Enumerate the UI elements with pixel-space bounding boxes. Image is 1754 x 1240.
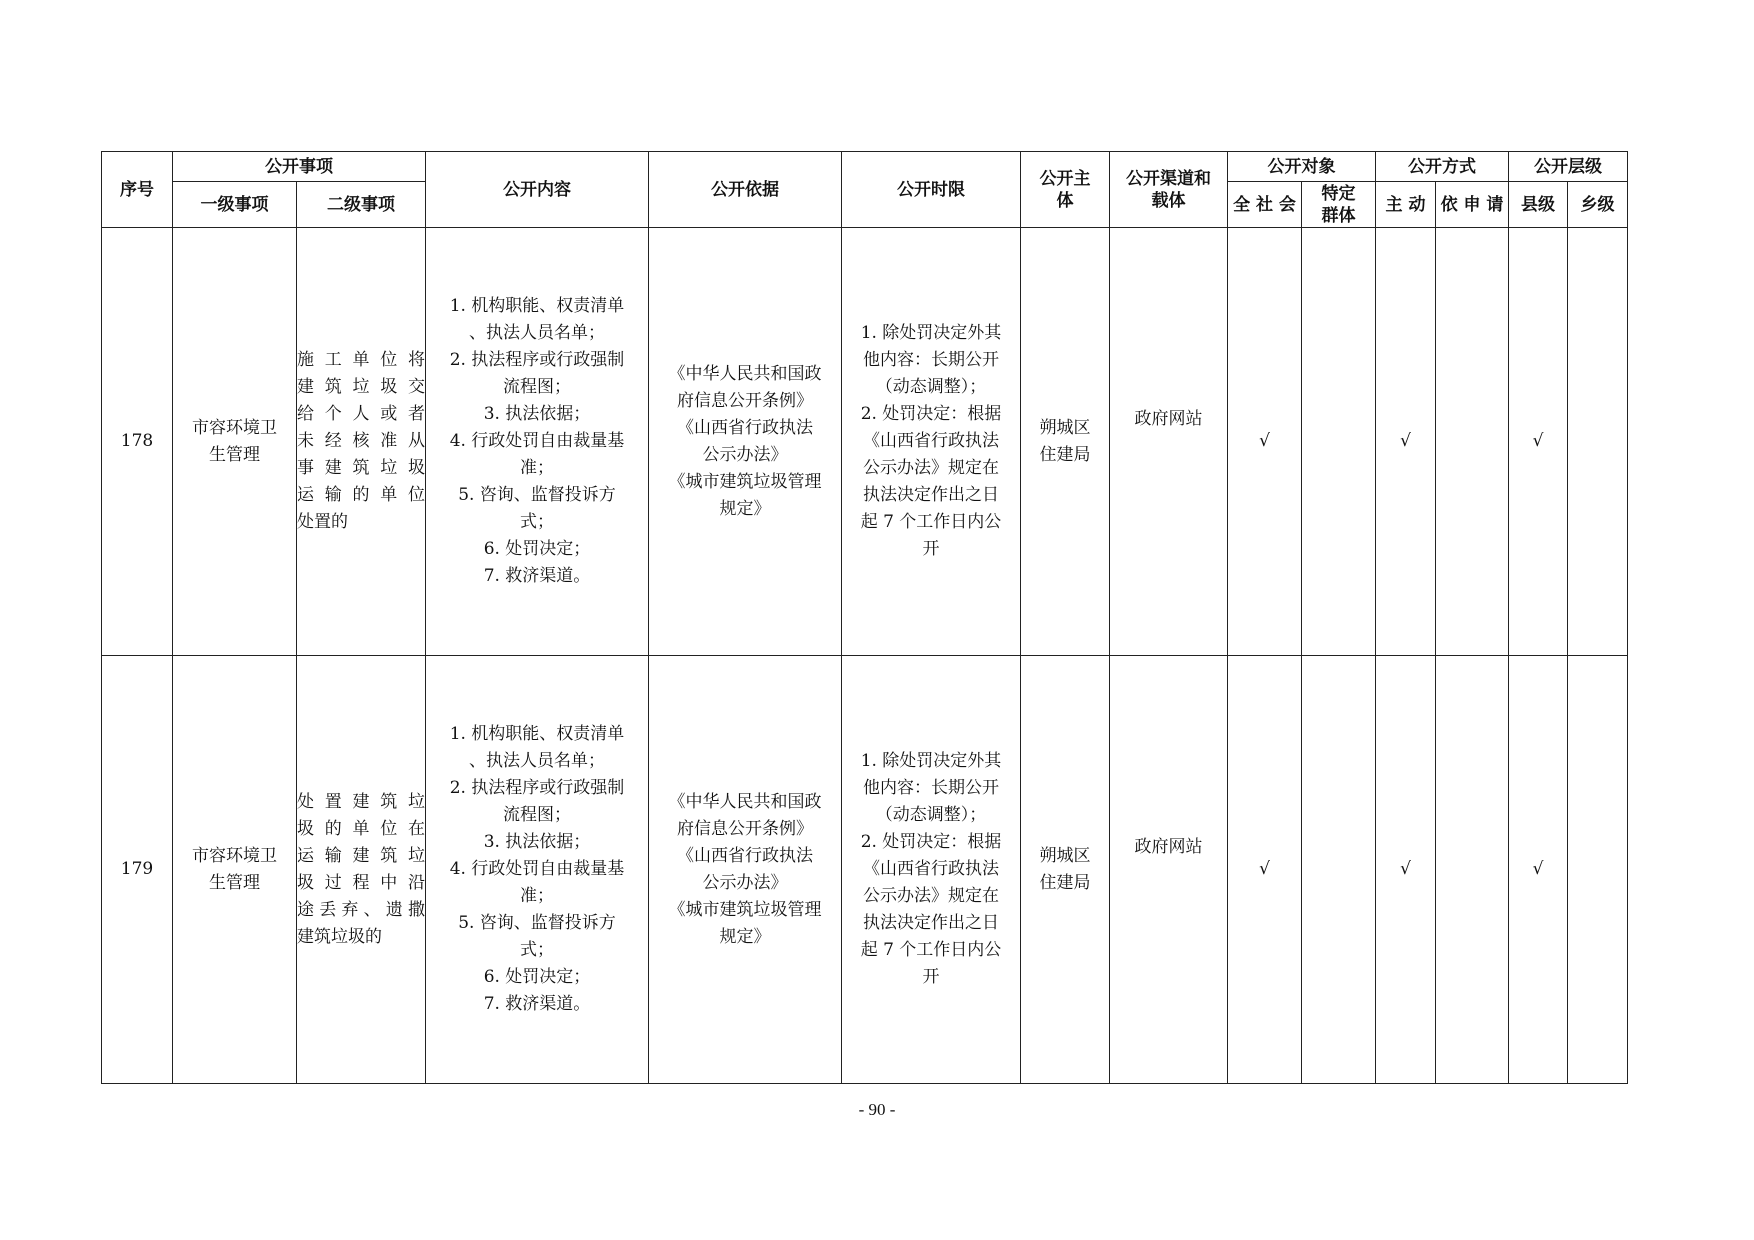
cell-line: 3. 执法依据； xyxy=(483,404,591,424)
header-time-limit: 公开时限 xyxy=(842,152,1021,228)
cell-line: 5. 咨询、监督投诉方 xyxy=(458,913,616,933)
header-level-county: 县级 xyxy=(1509,182,1568,228)
cell-level2 xyxy=(297,228,426,656)
cell-seq: 178 xyxy=(102,228,173,656)
cell-line: 2. 处罚决定：根据 xyxy=(860,832,1002,852)
cell-subject xyxy=(1021,228,1110,656)
cell-line: 公示办法》规定在 xyxy=(863,886,999,906)
header-channel xyxy=(1110,152,1228,228)
header-level1: 一级事项 xyxy=(173,182,297,228)
cell-line: 规定》 xyxy=(719,926,771,947)
cell-line: （动态调整）； xyxy=(875,377,987,397)
cell-line: 市容环境卫 xyxy=(192,417,277,438)
cell-line: 公示办法》规定在 xyxy=(863,458,999,478)
cell-line: 圾的单位在 xyxy=(297,818,425,839)
cell-line: 2. 执法程序或行政强制 xyxy=(449,778,625,798)
cell-line: 朔城区 xyxy=(1039,845,1091,866)
cell-line: 准； xyxy=(520,458,554,478)
cell-line: 1. 除处罚决定外其 xyxy=(860,751,1002,771)
cell-line: 处置建筑垃 xyxy=(297,791,425,812)
header-target-all: 全 社 会 xyxy=(1228,182,1302,228)
cell-line: 《城市建筑垃圾管理 xyxy=(668,899,822,920)
header-subject-line: 公开主 xyxy=(1039,168,1091,189)
cell-subject xyxy=(1021,656,1110,1084)
header-seq: 序号 xyxy=(102,152,173,228)
cell-line: 《山西省行政执法 xyxy=(863,859,999,879)
cell-basis xyxy=(649,228,842,656)
cell-basis xyxy=(649,656,842,1084)
cell-line: 府信息公开条例》 xyxy=(677,390,813,411)
cell-line: 起 7 个工作日内公 xyxy=(860,512,1002,532)
header-channel-line: 载体 xyxy=(1151,190,1186,211)
cell-line: （动态调整）； xyxy=(875,805,987,825)
cell-line: 3. 执法依据； xyxy=(483,832,591,852)
check-method-request xyxy=(1436,656,1509,1084)
cell-level1 xyxy=(173,656,297,1084)
cell-line: 未经核准从 xyxy=(297,431,425,451)
cell-line: 1. 机构职能、权责清单 xyxy=(449,296,625,316)
cell-line: 住建局 xyxy=(1039,444,1091,465)
cell-line: 5. 咨询、监督投诉方 xyxy=(458,485,616,505)
header-level: 公开层级 xyxy=(1509,152,1628,182)
cell-line: 式； xyxy=(520,512,554,532)
cell-line: 流程图； xyxy=(503,805,571,825)
check-level-township xyxy=(1568,656,1628,1084)
cell-level1 xyxy=(173,228,297,656)
cell-line: 、执法人员名单； xyxy=(469,323,605,343)
cell-time-limit xyxy=(842,228,1021,656)
cell-line: 朔城区 xyxy=(1039,417,1091,438)
cell-line: 2. 处罚决定：根据 xyxy=(860,404,1002,424)
check-method-active: √ xyxy=(1376,656,1436,1084)
cell-line: 生管理 xyxy=(209,872,260,893)
cell-line: 《山西省行政执法 xyxy=(863,431,999,451)
header-channel-line: 公开渠道和 xyxy=(1126,168,1211,189)
cell-line: 市容环境卫 xyxy=(192,845,277,866)
cell-line: 给个人或者 xyxy=(297,404,425,424)
disclosure-table xyxy=(101,151,1628,1084)
check-level-county: √ xyxy=(1509,228,1568,656)
cell-line: 、执法人员名单； xyxy=(469,751,605,771)
check-method-active: √ xyxy=(1376,228,1436,656)
cell-line: 《城市建筑垃圾管理 xyxy=(668,471,822,492)
cell-line: 4. 行政处罚自由裁量基 xyxy=(449,859,625,879)
cell-line: 执法决定作出之日 xyxy=(863,485,999,505)
cell-line: 式； xyxy=(520,940,554,960)
cell-channel: 政府网站 xyxy=(1110,656,1228,1084)
cell-line: 1. 除处罚决定外其 xyxy=(860,323,1002,343)
cell-line: 7. 救济渠道。 xyxy=(483,566,591,586)
cell-line: 公示办法》 xyxy=(702,444,788,465)
cell-content xyxy=(426,656,649,1084)
cell-line: 生管理 xyxy=(209,444,260,465)
cell-level2 xyxy=(297,656,426,1084)
check-target-all: √ xyxy=(1228,228,1302,656)
cell-line: 6. 处罚决定； xyxy=(483,967,591,987)
header-basis: 公开依据 xyxy=(649,152,842,228)
cell-channel: 政府网站 xyxy=(1110,228,1228,656)
header-target: 公开对象 xyxy=(1228,152,1376,182)
page-number: - 90 - xyxy=(858,1100,896,1119)
cell-line: 7. 救济渠道。 xyxy=(483,994,591,1014)
check-method-request xyxy=(1436,228,1509,656)
table-row xyxy=(102,228,1628,656)
cell-line: 他内容：长期公开 xyxy=(863,778,999,798)
check-target-all: √ xyxy=(1228,656,1302,1084)
cell-line: 1. 机构职能、权责清单 xyxy=(449,724,625,744)
cell-line: 他内容：长期公开 xyxy=(863,350,999,370)
cell-line: 《中华人民共和国政 xyxy=(668,363,822,384)
cell-line: 施工单位将 xyxy=(297,350,425,370)
cell-line: 准； xyxy=(520,886,554,906)
header-matter: 公开事项 xyxy=(173,152,426,182)
check-level-county: √ xyxy=(1509,656,1568,1084)
header-target-specific xyxy=(1302,182,1376,228)
header-target-specific-line: 特定 xyxy=(1321,183,1356,204)
cell-line: 建筑垃圾交 xyxy=(297,377,425,397)
cell-line: 开 xyxy=(922,539,940,559)
cell-line: 4. 行政处罚自由裁量基 xyxy=(449,431,625,451)
header-subject-line: 体 xyxy=(1056,190,1074,211)
check-target-specific xyxy=(1302,656,1376,1084)
cell-line: 府信息公开条例》 xyxy=(677,818,813,839)
cell-line: 《山西省行政执法 xyxy=(677,845,813,866)
header-method-request: 依 申 请 xyxy=(1436,182,1509,228)
cell-line: 建筑垃圾的 xyxy=(297,926,382,947)
cell-line: 事建筑垃圾 xyxy=(297,458,425,478)
cell-line: 规定》 xyxy=(719,498,771,519)
header-level2: 二级事项 xyxy=(297,182,426,228)
cell-line: 公示办法》 xyxy=(702,872,788,893)
header-method: 公开方式 xyxy=(1376,152,1509,182)
cell-line: 圾过程中沿 xyxy=(297,872,425,893)
cell-line: 运输的单位 xyxy=(297,485,425,505)
header-subject xyxy=(1021,152,1110,228)
table-row xyxy=(102,656,1628,1084)
header-row-top xyxy=(102,152,1628,182)
check-level-township xyxy=(1568,228,1628,656)
cell-line: 处置的 xyxy=(297,512,348,532)
cell-content xyxy=(426,228,649,656)
cell-line: 《中华人民共和国政 xyxy=(668,791,822,812)
cell-time-limit xyxy=(842,656,1021,1084)
cell-line: 流程图； xyxy=(503,377,571,397)
cell-line: 途丢弃、遗撒 xyxy=(297,899,425,920)
cell-line: 运输建筑垃 xyxy=(297,845,425,866)
cell-seq: 179 xyxy=(102,656,173,1084)
cell-line: 6. 处罚决定； xyxy=(483,539,591,559)
header-content: 公开内容 xyxy=(426,152,649,228)
header-level-township: 乡级 xyxy=(1568,182,1628,228)
cell-line: 开 xyxy=(922,967,940,987)
cell-line: 执法决定作出之日 xyxy=(863,913,999,933)
cell-line: 2. 执法程序或行政强制 xyxy=(449,350,625,370)
header-target-specific-line: 群体 xyxy=(1321,205,1356,226)
cell-line: 住建局 xyxy=(1039,872,1091,893)
header-method-active: 主 动 xyxy=(1376,182,1436,228)
check-target-specific xyxy=(1302,228,1376,656)
cell-line: 起 7 个工作日内公 xyxy=(860,940,1002,960)
cell-line: 《山西省行政执法 xyxy=(677,417,813,438)
